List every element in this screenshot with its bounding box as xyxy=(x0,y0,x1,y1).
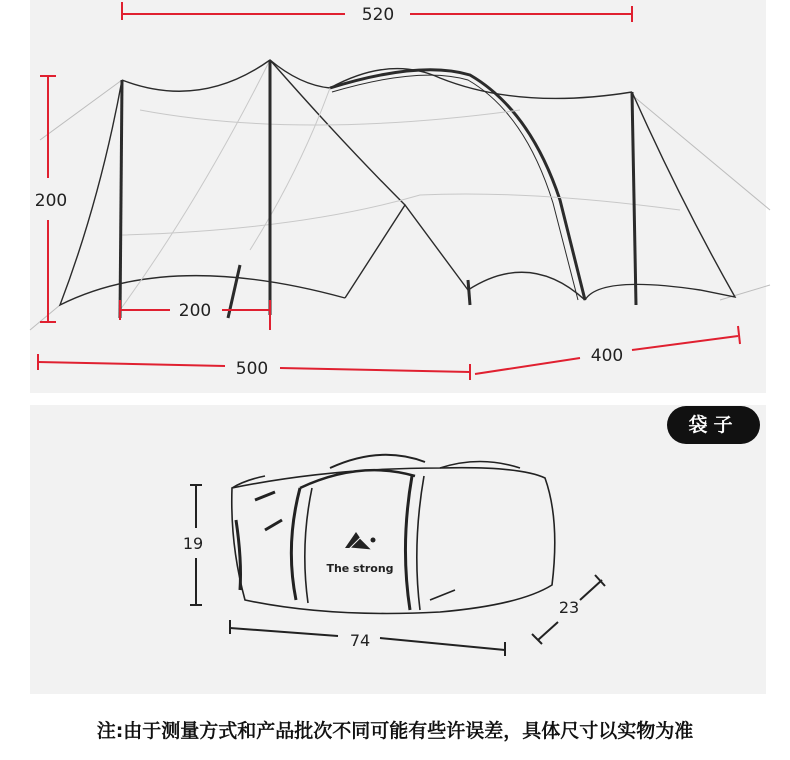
inner-width-label: 200 xyxy=(178,301,212,321)
bag-logo xyxy=(345,532,376,550)
bag-height-label: 19 xyxy=(182,534,204,553)
logo-text: The strong xyxy=(326,562,394,575)
top-width-label: 520 xyxy=(361,5,395,25)
bag-length-label: 74 xyxy=(349,631,371,650)
bag-outline xyxy=(232,455,555,614)
measurement-note: 注:由于测量方式和产品批次不同可能有些许误差，具体尺寸以实物为准 xyxy=(96,720,694,742)
bag-badge: 袋子 xyxy=(667,406,760,444)
bag-depth-label: 23 xyxy=(558,598,580,617)
height-label: 200 xyxy=(34,191,68,211)
base-length-label: 500 xyxy=(235,359,269,379)
bag-dimension-lines xyxy=(190,485,605,656)
side-length-label: 400 xyxy=(590,346,624,366)
